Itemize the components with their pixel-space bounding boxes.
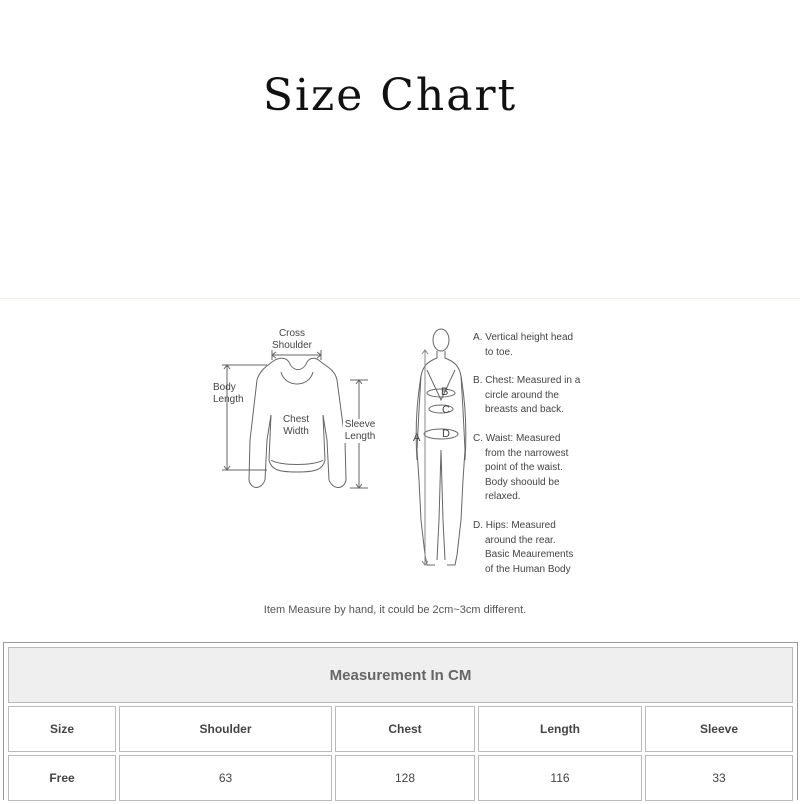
cell-size: Free <box>8 755 116 801</box>
page-title: Size Chart <box>262 70 518 121</box>
measurement-note: Item Measure by hand, it could be 2cm~3cm different. <box>263 604 527 616</box>
header-length: Length <box>478 706 642 752</box>
table-row <box>8 755 793 801</box>
cell-chest: 128 <box>335 755 475 801</box>
table-header-row <box>8 706 793 752</box>
size-table <box>5 644 796 804</box>
body-length-label: Body Length <box>213 382 244 405</box>
letter-b: B <box>441 386 449 398</box>
letter-d: D <box>442 428 450 440</box>
chest-width-label: Chest Width <box>273 414 319 438</box>
table-caption: Measurement In CM <box>8 647 793 703</box>
header-chest: Chest <box>335 706 475 752</box>
divider <box>0 298 800 299</box>
legend-a: A. Vertical height head to toe. <box>473 332 574 358</box>
sleeve-length-label: Sleeve Length <box>344 419 376 442</box>
letter-c: C <box>442 404 450 416</box>
cross-shoulder-label: Cross Shoulder <box>271 328 313 351</box>
cell-shoulder: 63 <box>119 755 332 801</box>
cell-length: 116 <box>478 755 642 801</box>
header-sleeve: Sleeve <box>645 706 793 752</box>
letter-a: A <box>413 432 421 444</box>
legend-d: D. Hips: Measured around the rear. Basic Meaurements of the Human Body <box>473 520 574 575</box>
header-shoulder: Shoulder <box>119 706 332 752</box>
header-size: Size <box>8 706 116 752</box>
legend-c: C. Waist: Measured from the narrowest point of the waist. Body shoould be relaxed. <box>473 433 569 503</box>
legend-b: B. Chest: Measured in a circle around the breasts and back. <box>473 375 581 416</box>
cell-sleeve: 33 <box>645 755 793 801</box>
size-table-frame <box>3 642 798 800</box>
